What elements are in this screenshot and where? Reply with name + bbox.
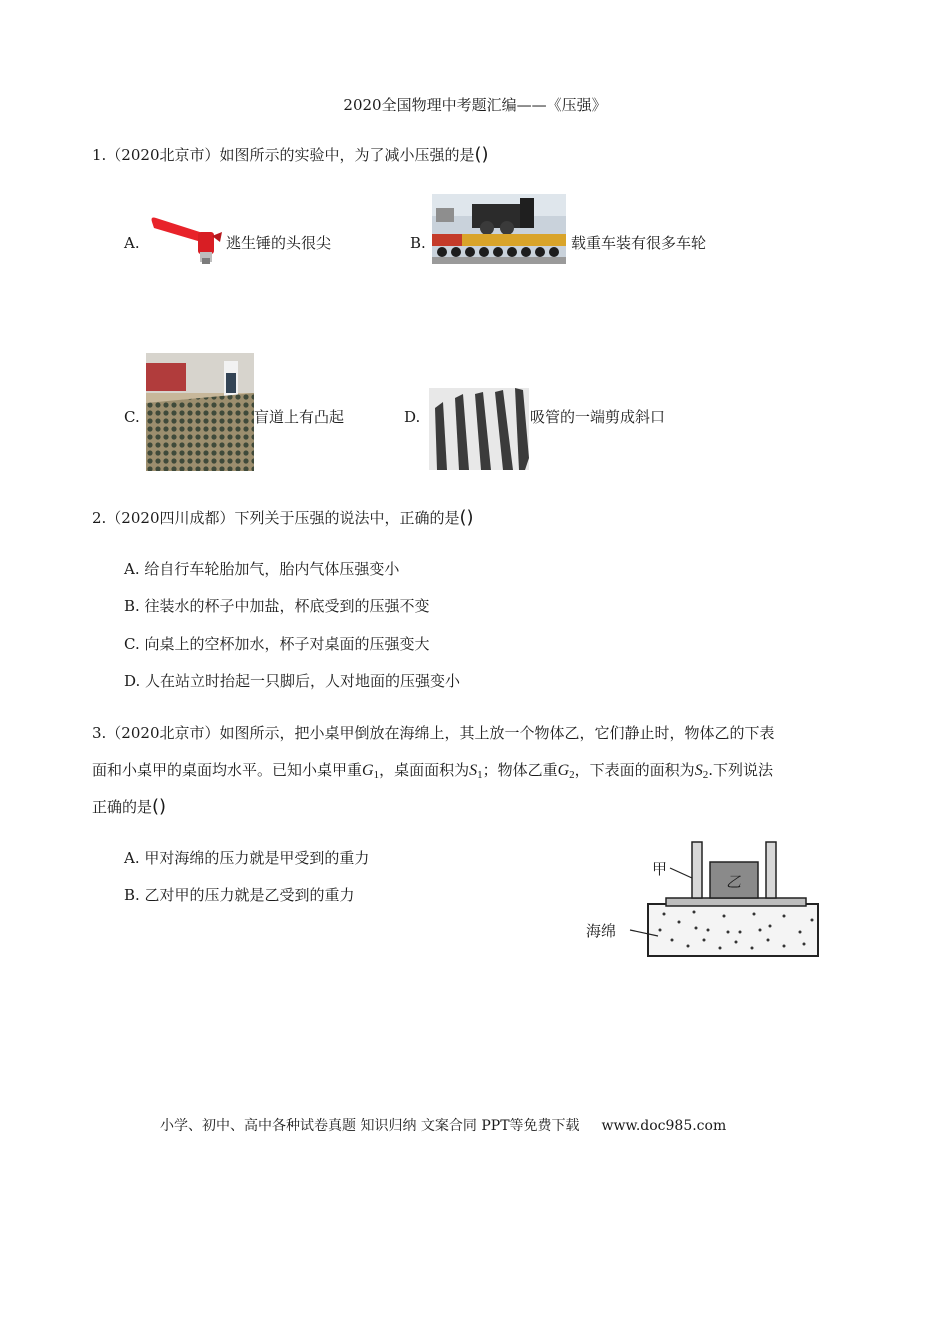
var-symbol: G <box>362 762 374 779</box>
question-3-line-1: 3.（2020北京市）如图所示，把小桌甲倒放在海绵上，其上放一个物体乙，它们静止时，物体乙的下表 <box>92 724 775 742</box>
heavy-truck-image <box>432 194 566 264</box>
var-subscript: 2 <box>702 769 709 781</box>
page-title: 2020全国物理中考题汇编——《压强》 <box>343 96 607 114</box>
q2-option-d: D. 人在站立时抬起一只脚后，人对地面的压强变小 <box>124 672 461 690</box>
q3-text-segment: ；物体乙重 <box>482 761 558 779</box>
var-symbol: G <box>557 762 570 779</box>
escape-hammer-image <box>146 214 228 266</box>
label-sponge: 海绵 <box>586 922 617 940</box>
q1-option-a-text: 逃生锤的头很尖 <box>226 234 332 252</box>
footer <box>160 1115 726 1135</box>
var-g2 <box>558 762 575 779</box>
q3-text-segment: .下列说法 <box>708 761 773 779</box>
label-yi: 乙 <box>726 873 742 891</box>
q3-text-segment: 面和小桌甲的桌面均水平。已知小桌甲重 <box>92 761 363 779</box>
footer-site-link[interactable]: www.doc985.com <box>601 1118 727 1134</box>
var-symbol: S <box>469 762 478 779</box>
var-g1 <box>362 762 379 779</box>
var-subscript: 1 <box>477 769 483 781</box>
q1-option-a-letter: A. <box>124 234 140 252</box>
q3-text-segment: ，下表面的面积为 <box>574 761 695 779</box>
question-2-stem <box>92 508 474 528</box>
q1-option-d-text: 吸管的一端剪成斜口 <box>530 408 666 426</box>
q1-option-c-letter: C. <box>124 408 140 426</box>
q3-text-segment: 正确的是 <box>92 798 153 816</box>
answer-paren: () <box>152 796 167 817</box>
straws-image <box>429 388 529 470</box>
var-subscript: 2 <box>569 769 575 781</box>
q2-option-a: A. 给自行车轮胎加气，胎内气体压强变小 <box>124 560 400 578</box>
question-2-text: 2.（2020四川成都）下列关于压强的说法中，正确的是 <box>92 509 460 527</box>
question-1-text: 1.（2020北京市）如图所示的实验中，为了减小压强的是 <box>92 146 475 164</box>
q2-option-b: B. 往装水的杯子中加盐，杯底受到的压强不变 <box>124 597 430 615</box>
q3-option-a: A. 甲对海绵的压力就是甲受到的重力 <box>124 849 370 867</box>
var-subscript: 1 <box>373 769 380 781</box>
answer-paren: () <box>474 144 489 165</box>
q1-option-c-text: 盲道上有凸起 <box>254 408 345 426</box>
tactile-paving-image <box>146 353 254 471</box>
var-s2 <box>695 762 709 779</box>
q1-option-d-letter: D. <box>404 408 421 426</box>
question-3-line-2 <box>92 760 773 785</box>
q3-text-segment: ，桌面面积为 <box>379 761 470 779</box>
q1-option-b-text: 载重车装有很多车轮 <box>571 234 707 252</box>
footer-text: 小学、初中、高中各种试卷真题 知识归纳 文案合同 PPT等免费下载 <box>160 1118 580 1134</box>
question-3-line-3 <box>92 797 166 817</box>
q2-option-c: C. 向桌上的空杯加水，杯子对桌面的压强变大 <box>124 635 430 653</box>
label-jia: 甲 <box>652 860 668 878</box>
var-s1 <box>469 762 483 779</box>
q1-option-b-letter: B. <box>410 234 426 252</box>
q3-option-b: B. 乙对甲的压力就是乙受到的重力 <box>124 886 355 904</box>
table-on-sponge-figure <box>584 836 824 960</box>
answer-paren: () <box>459 507 474 528</box>
var-symbol: S <box>694 762 703 779</box>
question-1-stem <box>92 145 489 165</box>
